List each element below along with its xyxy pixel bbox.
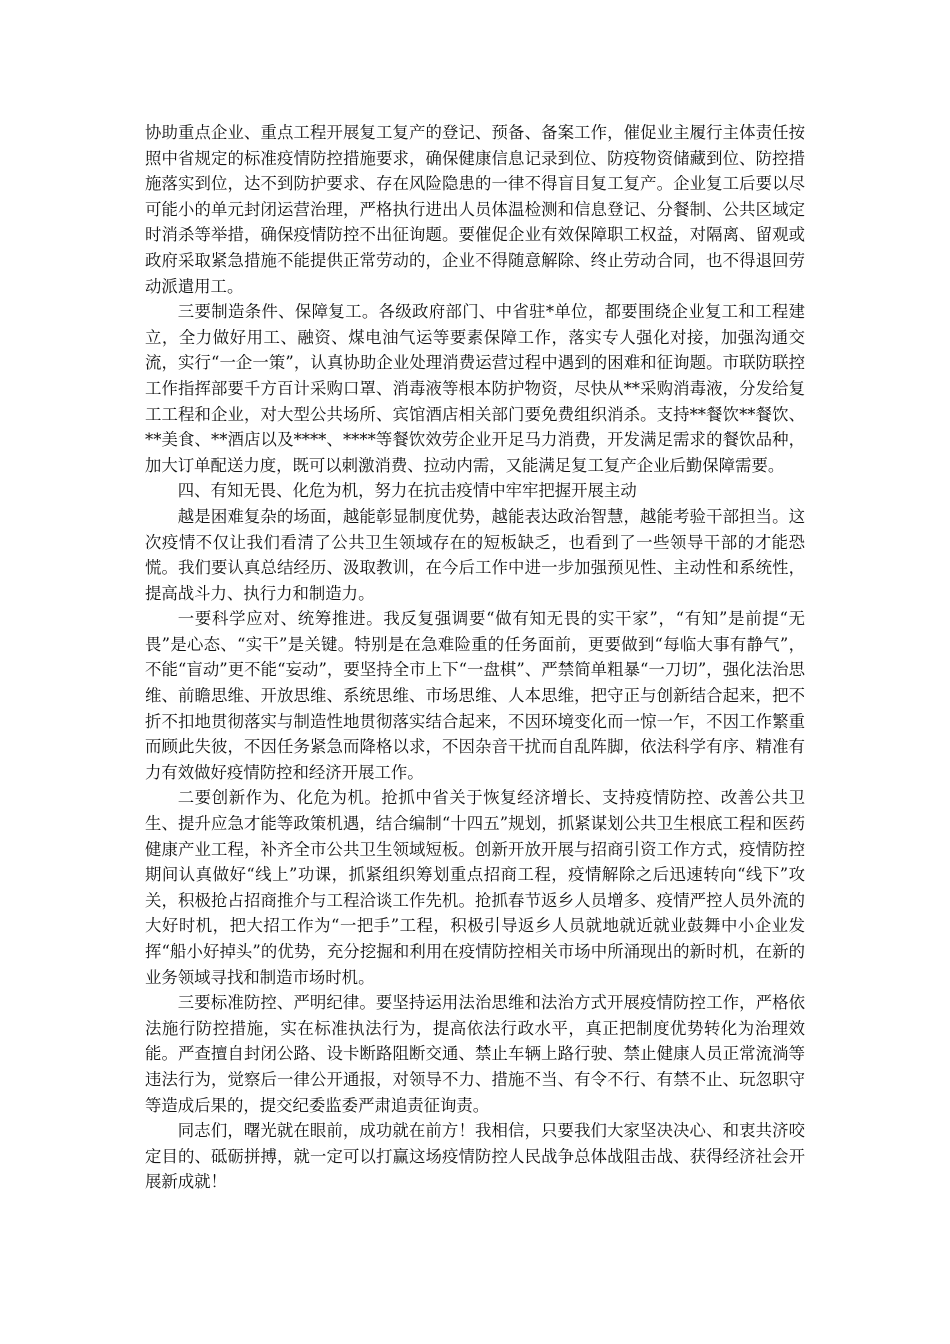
paragraph-ensure-resumption: 三要制造条件、保障复工。各级政府部门、中省驻*单位，都要围绕企业复工和工程建立，全力做好用工、融资、煤电油气运等要素保障工作，落实专人强化对接，加强沟通交流，实行“一企一策”，认真协助企业处理消费运营过程中遇到的困难和征询题。市联防联控工作指挥部要千方百计采购口罩、消毒液等根本防护物资，尽快从**采购消毒液，分发给复工工程和企业，对大型公共场所、宾馆酒店相关部门要免费组织消杀。支持**餐饮**餐饮、**美食、**酒店以及****、****等餐饮效劳企业开足马力消费，开发满足需求的餐饮品种，加大订单配送力度，既可以刺激消费、拉动内需，又能满足复工复产企业后勤保障需要。 xyxy=(145,302,805,475)
paragraph-difficult-situation: 越是困难复杂的场面，越能彰显制度优势，越能表达政治智慧，越能考验干部担当。这次疫情不仅让我们看清了公共卫生领域存在的短板缺乏，也看到了一些领导干部的才能恐慌。我们要认真总结经历、汲取教训，在今后工作中进一步加强预见性、主动性和系统性，提高战斗力、执行力和制造力。 xyxy=(145,506,805,603)
paragraph-standard-control: 三要标准防控、严明纪律。要坚持运用法治思维和法治方式开展疫情防控工作，严格依法施行防控措施，实在标准执法行为，提高依法行政水平，真正把制度优势转化为治理效能。严查擅自封闭公路、设卡断路阻断交通、禁止车辆上路行驶、禁止健康人员正常流淌等违法行为，觉察后一律公开通报，对领导不力、措施不当、有令不行、有禁不止、玩忽职守等造成后果的，提交纪委监委严肃追责征询责。 xyxy=(145,993,805,1115)
document-page xyxy=(145,120,805,1195)
section-heading-four: 四、有知无畏、化危为机，努力在抗击疫情中牢牢把握开展主动 xyxy=(177,481,637,501)
paragraph-innovate: 二要创新作为、化危为机。抢抓中省关于恢复经济增长、支持疫情防控、改善公共卫生、提升应急才能等政策机遇，结合编制“十四五”规划，抓紧谋划公共卫生根底工程和医药健康产业工程，补齐全市公共卫生领域短板。创新开放开展与招商引资工作方式，疫情防控期间认真做好“线上”功课，抓紧组织筹划重点招商工程，疫情解除之后迅速转向“线下”攻关，积极抢占招商推介与工程洽谈工作先机。抢抓春节返乡人员增多、疫情严控人员外流的大好时机，把大招工作为“一把手”工程，积极引导返乡人员就地就近就业鼓舞中小企业发挥“船小好掉头”的优势，充分挖掘和利用在疫情防控相关市场中所涌现出的新时机，在新的业务领域寻找和制造市场时机。 xyxy=(145,788,805,987)
paragraph-closing: 同志们，曙光就在眼前，成功就在前方！我相信，只要我们大家坚决决心、和衷共济咬定目的、砥砺拼搏，就一定可以打赢这场疫情防控人民战争总体战阻击战、获得经济社会开展新成就！ xyxy=(145,1121,805,1192)
paragraph-continuation: 协助重点企业、重点工程开展复工复产的登记、预备、备案工作，催促业主履行主体责任按照中省规定的标准疫情防控措施要求，确保健康信息记录到位、防疫物资储藏到位、防控措施落实到位，达不到防护要求、存在风险隐患的一律不得盲目复工复产。企业复工后要以尽可能小的单元封闭运营治理，严格执行进出人员体温检测和信息登记、分餐制、公共区域定时消杀等举措，确保疫情防控不出征询题。要催促企业有效保障职工权益，对隔离、留观或政府采取紧急措施不能提供正常劳动的，企业不得随意解除、终止劳动合同，也不得退回劳动派遣用工。 xyxy=(145,123,805,296)
paragraph-scientific-response: 一要科学应对、统筹推进。我反复强调要“做有知无畏的实干家”，“有知”是前提“无畏”是心态、“实干”是关键。特别是在急难险重的任务面前，更要做到“每临大事有静气”，不能“盲动”更不能“妄动”，要坚持全市上下“一盘棋”、严禁简单粗暴“一刀切”，强化法治思维、前瞻思维、开放思维、系统思维、市场思维、人本思维，把守正与创新结合起来，把不折不扣地贯彻落实与制造性地贯彻落实结合起来，不因环境变化而一惊一乍，不因工作繁重而顾此失彼，不因任务紧急而降格以求，不因杂音干扰而自乱阵脚，依法科学有序、精准有力有效做好疫情防控和经济开展工作。 xyxy=(145,609,805,782)
